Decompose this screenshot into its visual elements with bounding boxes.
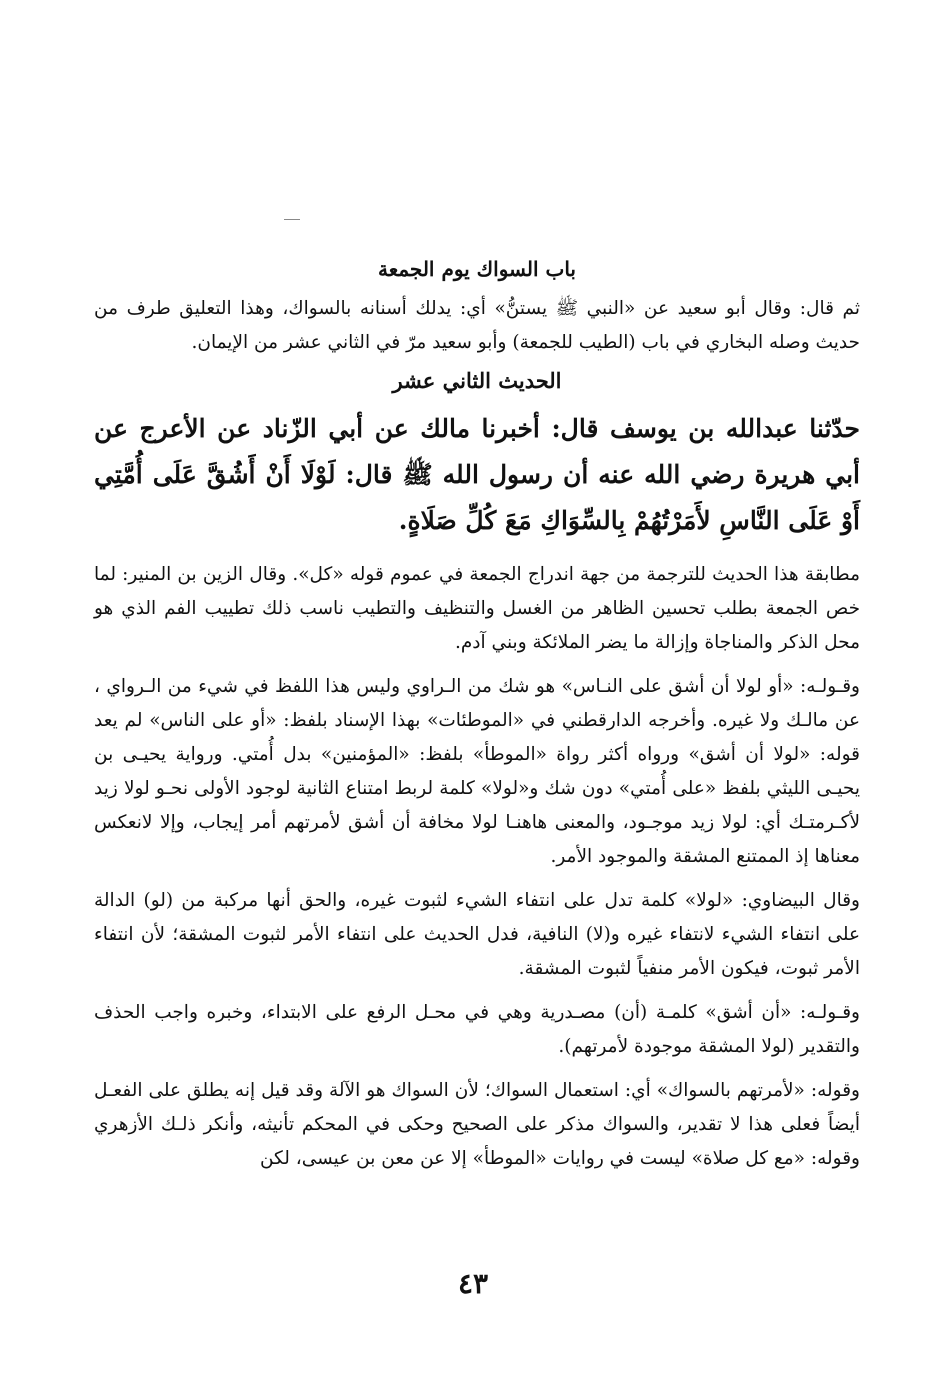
intro-paragraph: ثم قال: وقال أبو سعيد عن «النبي ﷺ يستنُّ» أي: يدلك أسنانه بالسواك، وهذا التعليق طرف من حديث وصله البخاري في باب (الطيب للجمعة) وأبو سعيد مرّ في الثاني عشر من الإيمان.	[94, 298, 860, 353]
commentary-paragraph: مطابقة هذا الحديث للترجمة من جهة اندراج الجمعة في عموم قوله «كل». وقال الزين بن المنير: لما خص الجمعة بطلب تحسين الظاهر من الغسل والتنظيف والتطيب ناسب ذلك تطييب الفم الذي هو محل الذكر والمناجاة وإزالة ما يضر الملائكة وبني آدم.	[94, 564, 860, 653]
page-body	[94, 252, 860, 1186]
page-number: ٤٣	[457, 1267, 489, 1300]
commentary-paragraph: وقال البيضاوي: «لولا» كلمة تدل على انتفاء الشيء لثبوت غيره، والحق أنها مركبة من (لو) الدالة على انتفاء الشيء لانتفاء غيره و(لا) النافية، فدل الحديث على انتفاء الأمر لثبوت المشقة؛ لأن انتفاء الأمر ثبوت، فيكون الأمر منفياً لثبوت المشقة.	[94, 890, 860, 979]
commentary-paragraph: وقوله: «لأمرتهم بالسواك» أي: استعمال السواك؛ لأن السواك هو الآلة وقد قيل إنه يطلق على الفعـل أيضاً فعلى هذا لا تقدير، والسواك مذكر على الصحيح وحكى في المحكم تأنيثه، وأنكر ذلـك الأزهري وقوله: «مع كل صلاة» ليست في روايات «الموطأ» إلا عن معن بن عيسى، لكن	[94, 1080, 860, 1169]
commentary-paragraph: وقـولـه: «أو لولا أن أشق على النـاس» هو شك من الـراوي وليس هذا اللفظ في شيء من الـرواي ، عن مالـك ولا غيره. وأخرجه الدارقطني في «الموطئات» بهذا الإسناد بلفظ: «أو على الناس» لم يعد قوله: «لولا أن أشق» ورواه أكثر رواة «الموطأ» بلفظ: «المؤمنين» بدل أُمتي. ورواية يحيـى بن يحيـى الليثي بلفظ «على أُمتي» دون شك و«لولا» كلمة لربط امتناع الثانية لوجود الأولى نحـو لولا زيد لأكـرمتـك أي: لولا زيد موجـود، والمعنى هاهنـا لولا مخافة أن أشق لأمرتهم أمر إيجاب، وإلا لانعكس معناها إذ الممتنع المشقة والموجود الأمر.	[94, 676, 860, 867]
commentary-paragraph: وقـولـه: «أن أشق» كلمـة (أن) مصـدرية وهي في محـل الرفع على الابتداء، وخبره واجب الحذف والتقدير (لولا المشقة موجودة لأمرتهم).	[94, 1002, 860, 1057]
page-mark	[284, 219, 300, 220]
hadith-title: الحديث الثاني عشر	[392, 368, 562, 393]
section-title: باب السواك يوم الجمعة	[377, 257, 577, 281]
hadith-text: حدّثنا عبدالله بن يوسف قال: أخبرنا مالك عن أبي الزّناد عن الأعرج عن أبي هريرة رضي الله عنه أن رسول الله ﷺ قال: لَوْلَا أَنْ أَشُقَّ عَلَى أُمَّتِي أَوْ عَلَى النَّاسِ لأَمَرْتُهُمْ بِالسِّوَاكِ مَعَ كُلِّ صَلَاةٍ.	[94, 414, 860, 535]
